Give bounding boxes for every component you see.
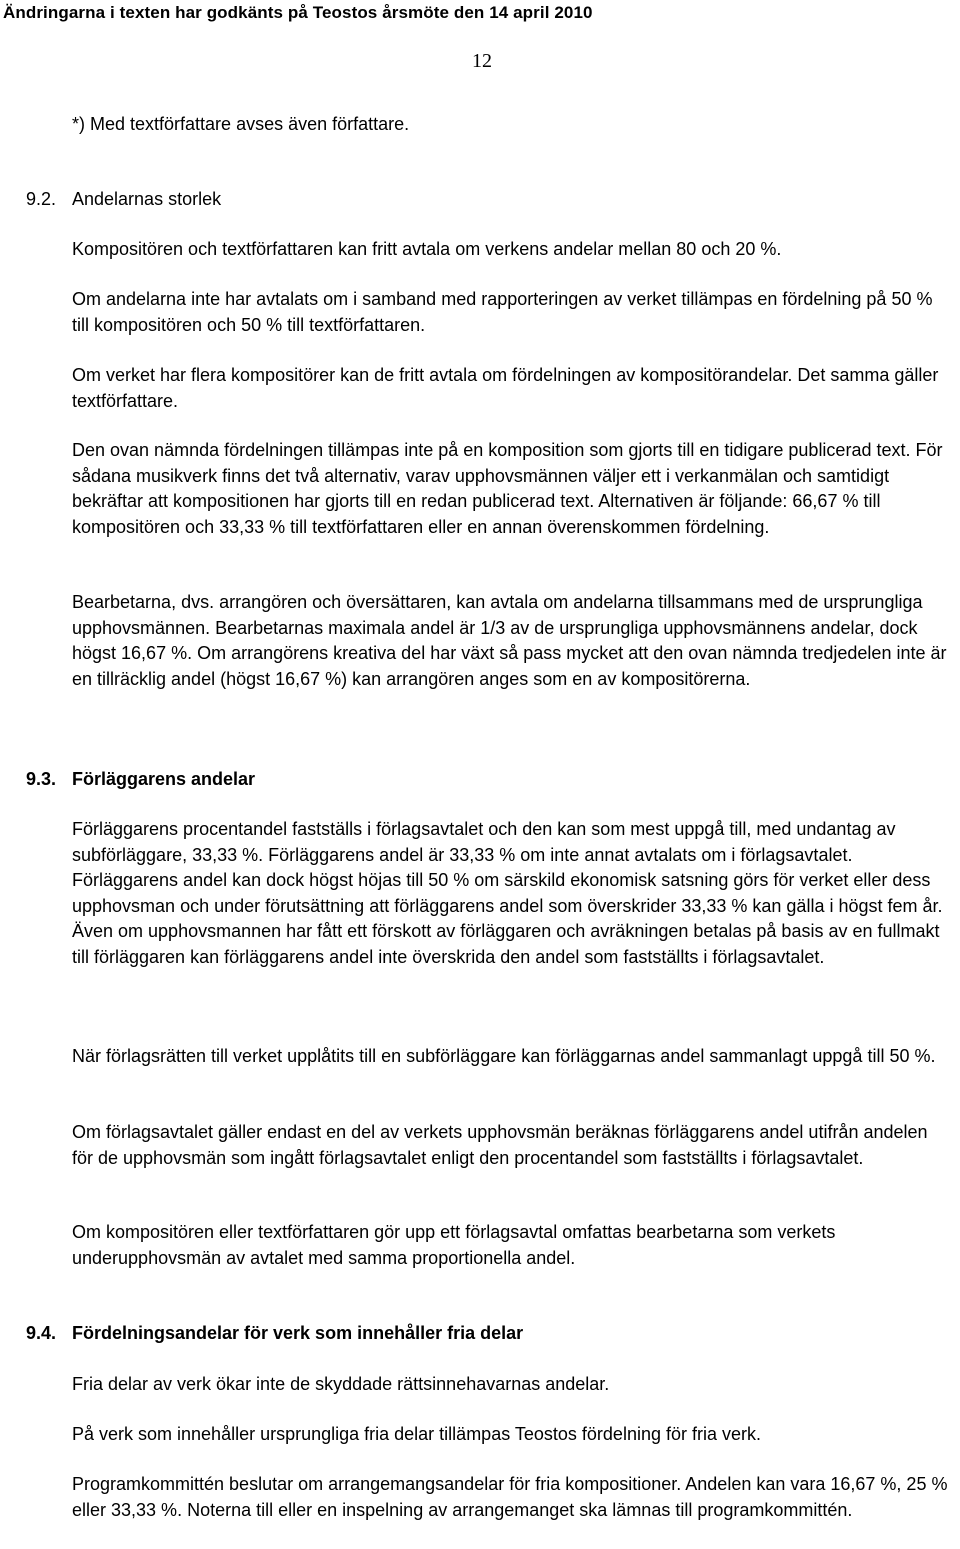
paragraph: På verk som innehåller ursprungliga fria delar tillämpas Teostos fördelning för fria verk.	[72, 1424, 761, 1444]
footnote: *) Med textförfattare avses även författare.	[72, 114, 410, 134]
section-number: 9.2.	[26, 189, 57, 209]
paragraph: Om förlagsavtalet gäller endast en del av verkets upphovsmän beräknas förläggarens andel utifrån andelen för de upphovsmän som ingått förlagsavtalet enligt den procentandel som fastställts i förlagsavtalet.	[72, 1122, 928, 1168]
paragraph: Programkommittén beslutar om arrangemangsandelar för fria kompositioner. Andelen kan vara 16,67 %, 25 % eller 33,33 %. Noterna till eller en inspelning av arrangemanget ska lämnas till programkommittén.	[72, 1474, 948, 1520]
section-title: Fördelningsandelar för verk som innehåller fria delar	[72, 1323, 524, 1343]
running-header: Ändringarna i texten har godkänts på Teostos årsmöte den 14 april 2010	[3, 3, 593, 22]
section-title: Andelarnas storlek	[72, 189, 222, 209]
paragraph: Bearbetarna, dvs. arrangören och översättaren, kan avtala om andelarna tillsammans med de ursprungliga upphovsmännen. Bearbetarnas maximala andel är 1/3 av de ursprungliga upphovsmännens andelar, dock högst 16,67 %. Om arrangörens kreativa del har växt så pass mycket att den ovan nämnda tredjedelen inte är en tillräcklig andel (högst 16,67 %) kan arrangören anges som en av kompositörerna.	[72, 592, 947, 689]
paragraph: Förläggarens procentandel fastställs i förlagsavtalet och den kan som mest uppgå till, med undantag av subförläggare, 33,33 %. Förläggarens andel är 33,33 % om inte annat avtalats om i förlagsavtalet. Förläggarens andel kan dock högst höjas till 50 % om särskild ekonomisk satsning görs för verket eller dess upphovsman och under förutsättning att förläggarens andel som överskrider 33,33 % kan gälla i högst fem år. Även om upphovsmannen har fått ett förskott av förläggaren och avräkningen betalas på basis av en fullmakt till förläggaren kan förläggarens andel inte överskrida den andel som fastställts i förlagsavtalet.	[72, 819, 943, 967]
section-title: Förläggarens andelar	[72, 769, 256, 789]
paragraph: Om verket har flera kompositörer kan de fritt avtala om fördelningen av kompositörandelar. Det samma gäller textförfattare.	[72, 365, 939, 411]
section-number: 9.3.	[26, 769, 57, 789]
paragraph: När förlagsrätten till verket upplåtits till en subförläggare kan förläggarnas andel sammanlagt uppgå till 50 %.	[72, 1046, 936, 1066]
paragraph: Om andelarna inte har avtalats om i samband med rapporteringen av verket tillämpas en fördelning på 50 % till kompositören och 50 % till textförfattaren.	[72, 289, 933, 335]
section-number: 9.4.	[26, 1323, 57, 1343]
paragraph: Fria delar av verk ökar inte de skyddade rättsinnehavarnas andelar.	[72, 1374, 610, 1394]
page-number: 12	[472, 50, 492, 72]
paragraph: Kompositören och textförfattaren kan fritt avtala om verkens andelar mellan 80 och 20 %.	[72, 239, 782, 259]
paragraph: Den ovan nämnda fördelningen tillämpas inte på en komposition som gjorts till en tidigare publicerad text. För sådana musikverk finns det två alternativ, varav upphovsmännen väljer ett i verkanmälan och samtidigt bekräftar att kompositionen har gjorts till en redan publicerad text. Alternativen är följande: 66,67 % till kompositören och 33,33 % till textförfattaren eller en annan överenskommen fördelning.	[72, 440, 943, 537]
paragraph: Om kompositören eller textförfattaren gör upp ett förlagsavtal omfattas bearbetarna som verkets underupphovsmän av avtalet med samma proportionella andel.	[72, 1222, 836, 1268]
